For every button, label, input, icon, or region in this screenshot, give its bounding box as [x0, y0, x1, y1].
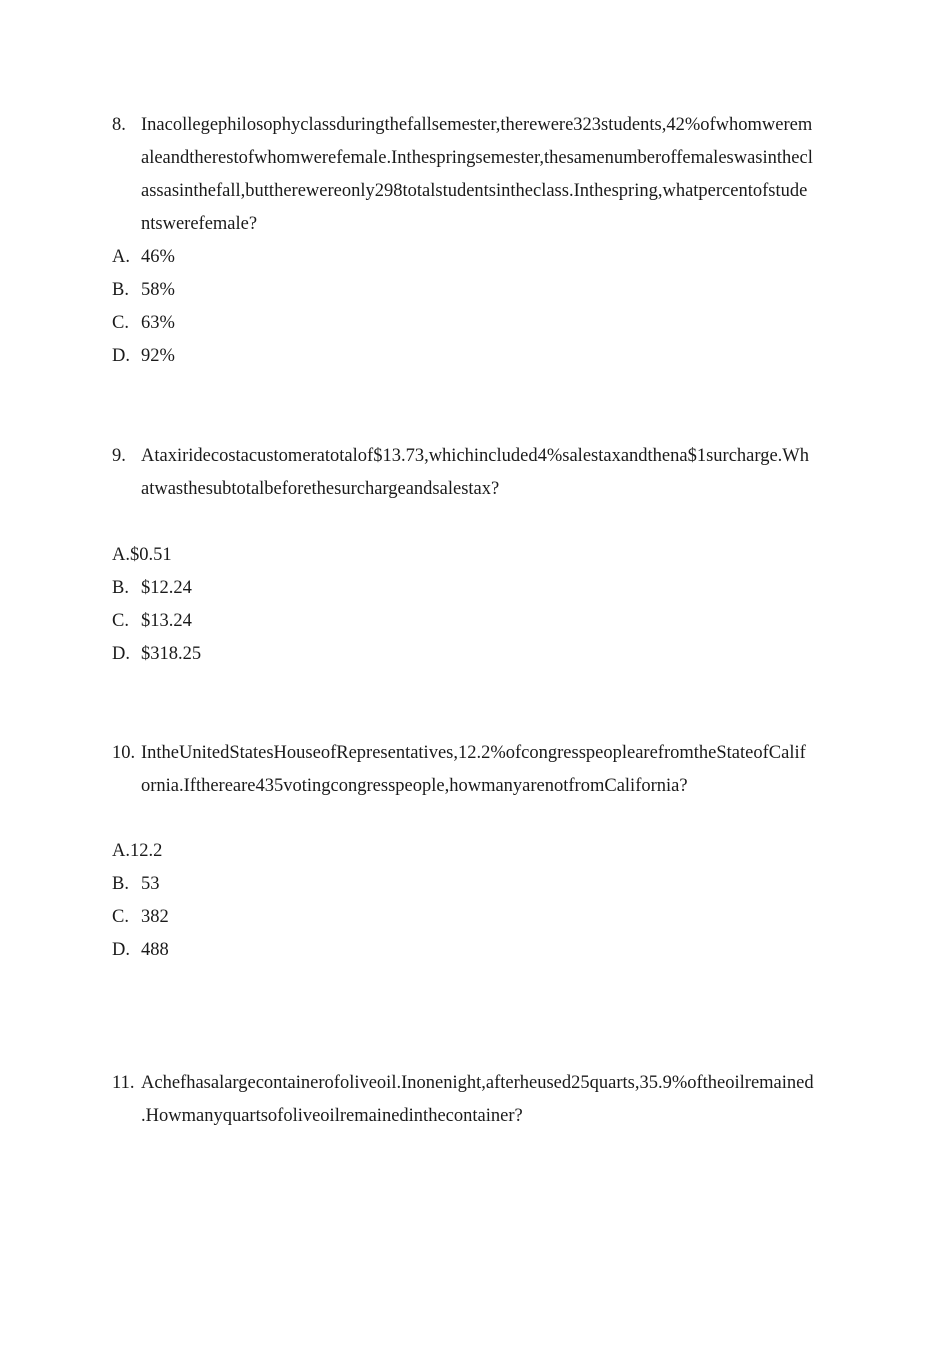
- question-text-line: ntswerefemale?: [141, 214, 258, 234]
- question-text-line: assasinthefall,buttherewereonly298totalstudentsintheclass.Inthespring,whatpercentofstude: [141, 181, 808, 201]
- option-letter: D.: [112, 940, 130, 960]
- question-number: 9.: [112, 446, 126, 466]
- option-letter: A.: [112, 841, 130, 861]
- option-letter: C.: [112, 313, 129, 333]
- question-text-line: atwasthesubtotalbeforethesurchargeandsalestax?: [141, 479, 500, 499]
- question-number: 8.: [112, 115, 126, 135]
- question-text-line: Ataxiridecostacustomeratotalof$13.73,whichincluded4%salestaxandthena$1surcharge.Wh: [141, 446, 810, 466]
- question-text-line: aleandtherestofwhomwerefemale.Inthespringsemester,thesamenumberoffemaleswasinthecl: [141, 148, 813, 168]
- option-text: 12.2: [130, 841, 163, 861]
- question-text-line: Inacollegephilosophyclassduringthefallsemester,therewere323students,42%ofwhomwerem: [141, 115, 813, 135]
- question-text-line: ornia.Ifthereare435votingcongresspeople,howmanyarenotfromCalifornia?: [141, 776, 688, 796]
- option-letter: B.: [112, 280, 129, 300]
- option-text: 488: [141, 940, 169, 960]
- option-text: $0.51: [130, 545, 172, 565]
- option-letter: A.: [112, 545, 130, 565]
- option-letter: D.: [112, 644, 130, 664]
- option-letter: C.: [112, 611, 129, 631]
- option-text: 58%: [141, 280, 175, 300]
- option-text: 63%: [141, 313, 175, 333]
- question-text-line: .Howmanyquartsofoliveoilremainedinthecontainer?: [141, 1106, 523, 1126]
- option-text: 46%: [141, 247, 175, 267]
- option-letter: D.: [112, 346, 130, 366]
- option-text: 53: [141, 874, 160, 894]
- question-number: 10.: [112, 743, 136, 763]
- question-text-line: IntheUnitedStatesHouseofRepresentatives,12.2%ofcongresspeoplearefromtheStateofCalif: [141, 743, 806, 763]
- option-letter: A.: [112, 247, 130, 267]
- option-text: 382: [141, 907, 169, 927]
- option-letter: C.: [112, 907, 129, 927]
- option-letter: B.: [112, 874, 129, 894]
- option-text: $318.25: [141, 644, 202, 664]
- question-text-line: Achefhasalargecontainerofoliveoil.Inonenight,afterheused25quarts,35.9%oftheoilremained: [141, 1073, 814, 1093]
- option-text: $13.24: [141, 611, 192, 631]
- option-text: 92%: [141, 346, 175, 366]
- option-letter: B.: [112, 578, 129, 598]
- question-number: 11.: [112, 1073, 135, 1093]
- option-text: $12.24: [141, 578, 192, 598]
